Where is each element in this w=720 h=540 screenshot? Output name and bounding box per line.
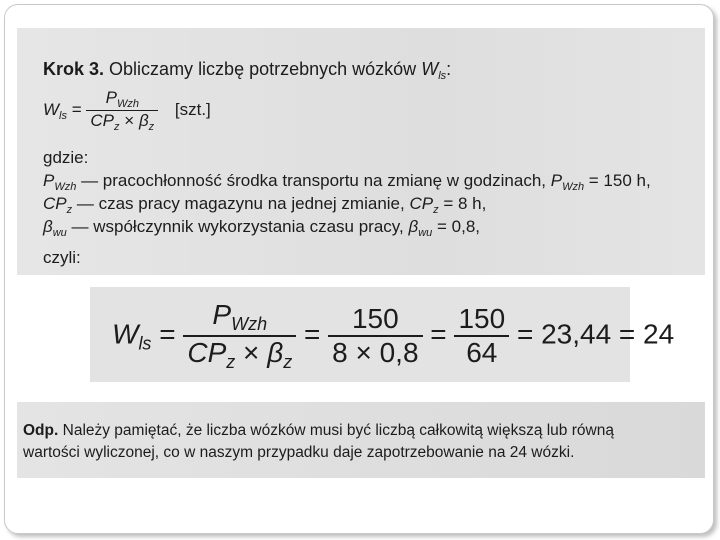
calc-eq2: = (303, 318, 321, 350)
step-text: Obliczamy liczbę potrzebnych wózków (109, 59, 417, 79)
formula-denominator: $CP_z \times \beta_z$ (90, 111, 155, 133)
calc-result: = 23,44 = 24 (516, 318, 675, 350)
calc-fraction-reduced: $\frac{150}{64}$ (454, 303, 509, 369)
calc-eq1: = (159, 318, 176, 350)
answer-label: Odp. (23, 422, 59, 439)
calculation-equation (112, 299, 674, 373)
calc-eq3: = (430, 318, 447, 350)
scan-fragment-calculation (90, 287, 675, 382)
step-heading (43, 59, 451, 82)
where-item-beta: $\beta_{wu}$ — współczynnik wykorzystania czasu pracy, $\beta_{wu} = 0,8$, (43, 217, 480, 239)
where-label: gdzie: (43, 148, 89, 167)
formula-unit: [szt.] (174, 99, 211, 119)
answer-line-2: wartości wyliczonej, co w naszym przypadku daje zapotrzebowanie na 24 wózki. (23, 444, 575, 461)
where-item-cpz: $CP_z$ — czas pracy magazynu na jednej zmianie, $CP_z = 8$ h, (43, 194, 487, 216)
step-symbol: W (421, 59, 439, 79)
answer-line-1 (23, 422, 614, 440)
calc-lhs-sub: ls (138, 333, 152, 354)
answer-text-1: Należy pamiętać, że liczba wózków musi być liczbą całkowitą większą lub równą (62, 422, 614, 439)
scan-fragment-answer (17, 402, 705, 478)
calc-lhs: W (112, 318, 139, 350)
calc-fraction-symbolic: $\frac{P_{Wzh}}{CP_z \times \beta_z}$ (183, 299, 296, 373)
formula-numerator: $P_{Wzh}$ (86, 88, 158, 111)
calc-fraction-numeric: $\frac{150}{8 \times 0,8}$ (328, 303, 422, 369)
formula-lhs-sub: ls (59, 109, 67, 122)
where-item-pwzh: $P_{Wzh}$ — pracochłonność środka transportu na zmianę w godzinach, $P_{Wzh} = 150$ h, (43, 171, 651, 193)
step-label: Krok 3. (43, 59, 105, 79)
formula-fraction (86, 88, 158, 133)
formula-lhs: W (43, 99, 60, 119)
formula-definition (43, 88, 211, 133)
step-colon: : (446, 59, 452, 79)
formula-eq: = (71, 99, 82, 119)
thus-label: czyli: (43, 248, 81, 267)
scan-fragment-step (17, 28, 705, 275)
step-symbol-sub: ls (438, 70, 447, 82)
